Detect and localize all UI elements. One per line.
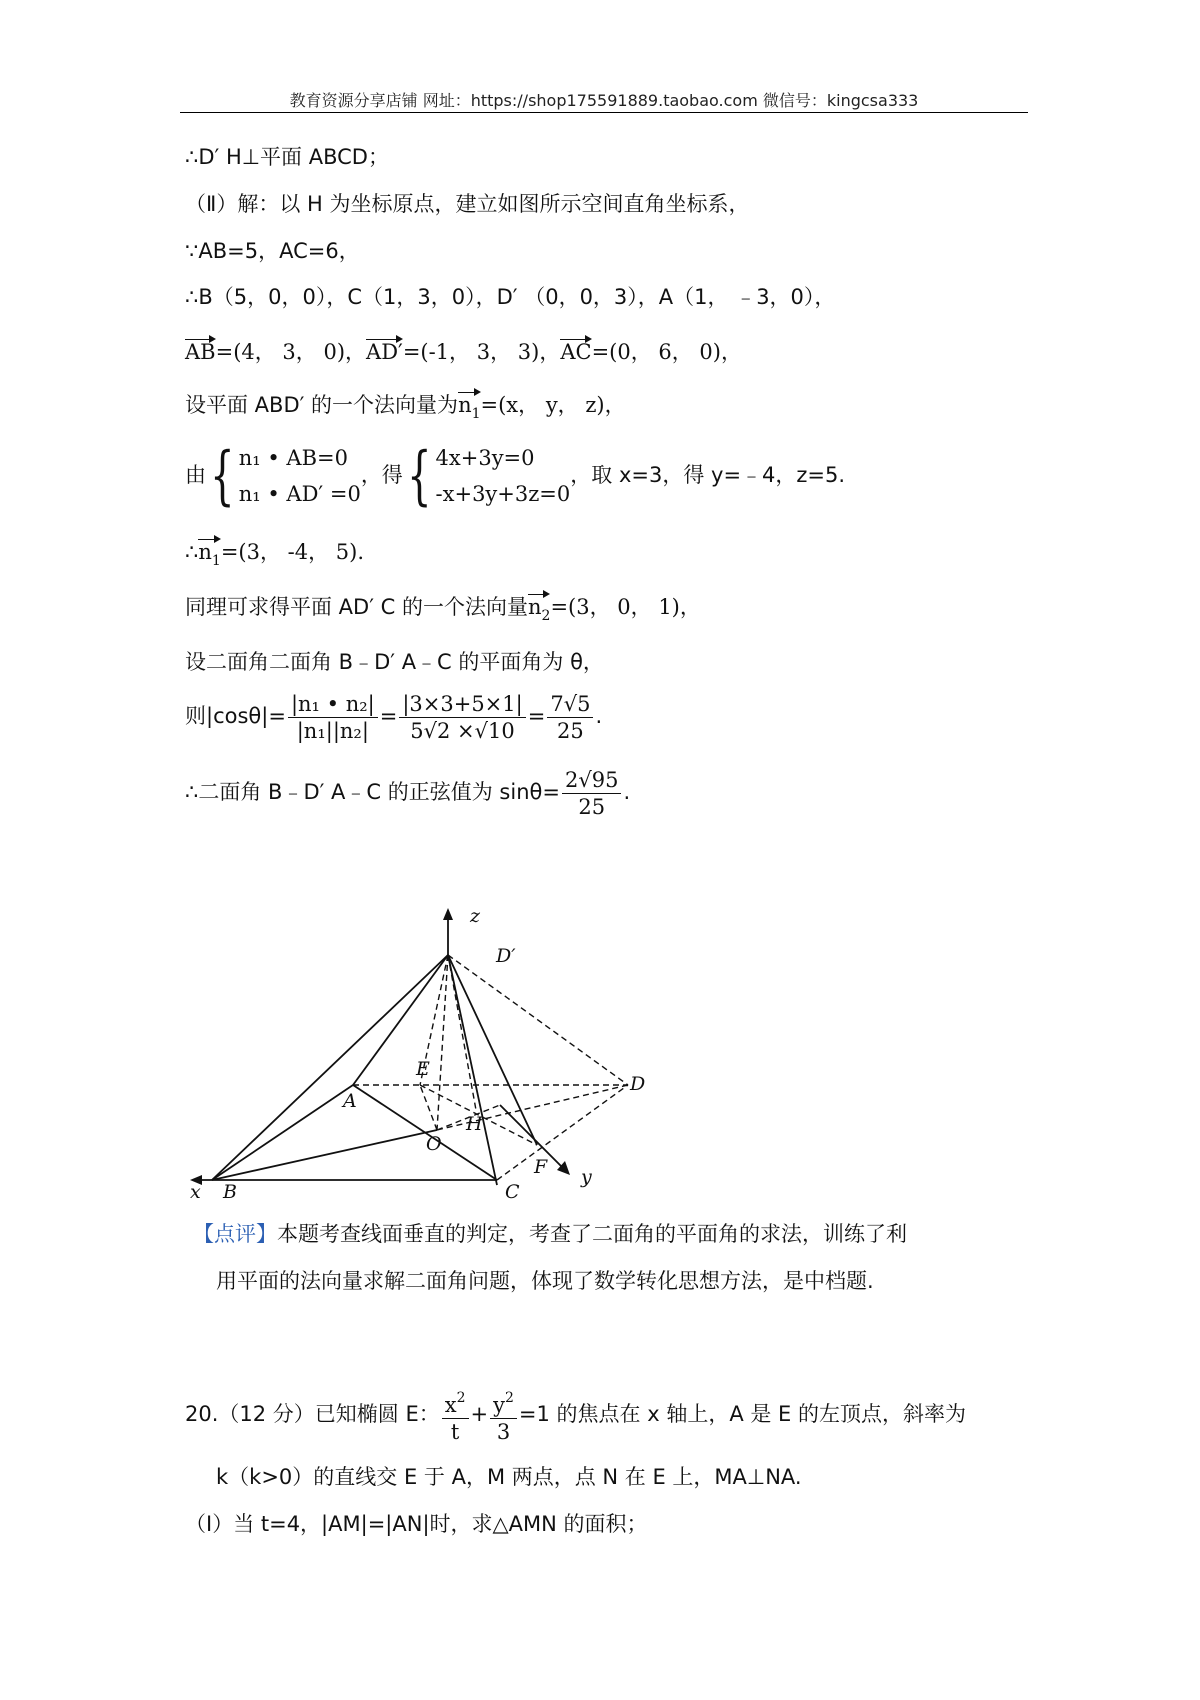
vector-ac: AC [560, 340, 592, 364]
edge-dprime-c [448, 955, 497, 1185]
label-h: H [466, 1113, 483, 1135]
edge-dprime-f [448, 955, 537, 1145]
n2-vector: $n_2$ [528, 593, 550, 630]
cos-intro: 则|cosθ|= [185, 704, 286, 728]
solution-line-3: ∵AB=5，AC=6， [185, 239, 360, 263]
system-mid: ，得 [360, 463, 403, 487]
label-z: z [470, 905, 481, 927]
ellipse-y-term: $\frac{y^2}{3}$ [490, 1385, 517, 1445]
label-x: x [190, 1181, 201, 1203]
dihedral-angle-line: 设二面角二面角 B﹣D′ A﹣C 的平面角为 θ， [185, 650, 604, 674]
page-header: 教育资源分享店铺 网址：https://shop175591889.taobao.com 微信号：kingcsa333 [289, 91, 919, 110]
sin-fraction: $\frac{2√95}{25}$ [562, 767, 621, 820]
dashed-dprime-d [448, 955, 628, 1085]
vector-ab: AB [185, 340, 216, 364]
edge-b-a [212, 1085, 353, 1180]
normal-vector-intro: 设平面 ABD′ 的一个法向量为 [185, 393, 459, 417]
label-c: C [505, 1181, 520, 1203]
system-intro: 由 [185, 463, 206, 487]
n1-result-line [185, 538, 364, 575]
cos-fraction-2: $\frac{|3\times 3+5\times 1|}{5√2 \times√10}$ [399, 691, 525, 744]
n2-value: =(3， 0， 1)， [550, 595, 701, 619]
edge-dprime-a [353, 955, 448, 1085]
cos-line: 则|cosθ|= $\frac{\text{|n₁ • n₂|}}{\text{|n₁||n₂|}}$ = $\frac{|3\times 3+5\times 1|}{5√2 \times√10}$ = $\frac{7√5}{25}$ . [185, 691, 603, 743]
vector-ac-value: =(0， 6， 0)， [591, 340, 742, 364]
normal-vector-n1-value: =(x， y， z)， [480, 393, 626, 417]
solution-line-1: ∴D′ H⊥平面 ABCD； [185, 145, 389, 169]
review-line-2: 用平面的法向量求解二面角问题，体现了数学转化思想方法，是中档题. [216, 1269, 874, 1293]
question-20-text: =1 的焦点在 x 轴上，A 是 E 的左顶点，斜率为 [518, 1402, 966, 1426]
review-line-1 [193, 1220, 907, 1248]
review-tag: 【点评】 [193, 1222, 277, 1246]
therefore-symbol: ∴ [185, 540, 199, 564]
header-rule [180, 112, 1028, 113]
label-o: O [426, 1133, 442, 1155]
solution-line-2: （Ⅱ）解：以 H 为坐标原点，建立如图所示空间直角坐标系， [185, 192, 750, 216]
vector-ad: AD′ [366, 340, 403, 364]
system-line: 由{ n₁ • AB=0 n₁ • AD′ =0 ，得{ 4x+3y=0 -x+3y+3z=0 ，取 x=3，得 y=﹣4，z=5. [185, 439, 846, 513]
cos-fraction-1: $\frac{\text{|n₁ • n₂|}}{\text{|n₁||n₂|}}$ [288, 691, 378, 744]
review-text-1: 本题考查线面垂直的判定，考查了二面角的平面角的求法，训练了利 [277, 1222, 907, 1246]
question-20-line-1: 20.（12 分）已知椭圆 E： $\frac{x^2}{t}$ + $\frac{y^2}{3}$ =1 的焦点在 x 轴上，A 是 E 的左顶点，斜率为 [185, 1384, 966, 1445]
sin-line: ∴二面角 B﹣D′ A﹣C 的正弦值为 sinθ= $\frac{2√95}{25}$ . [185, 767, 631, 819]
label-dprime: D′ [496, 945, 516, 967]
system-result: ，取 x=3，得 y=﹣4，z=5. [570, 463, 846, 487]
label-d: D [630, 1073, 646, 1095]
solution-line-4: ∴B（5，0，0），C（1，3，0），D′ （0，0，3），A（1， ﹣3，0）， [185, 285, 836, 309]
system-eq-1: n₁ • AB=0 [238, 446, 348, 470]
vector-coords-line [185, 338, 742, 366]
n2-intro: 同理可求得平面 AD′ C 的一个法向量 [185, 595, 528, 619]
edge-dprime-b [212, 955, 448, 1180]
sin-intro: ∴二面角 B﹣D′ A﹣C 的正弦值为 sinθ= [185, 780, 560, 804]
normal-vector-n1: $n_1$ [458, 391, 480, 428]
question-20-line-2: k（k>0）的直线交 E 于 A，M 两点，点 N 在 E 上，MA⊥NA. [216, 1465, 802, 1489]
label-f: F [534, 1156, 548, 1178]
system-eq-3: 4x+3y=0 [435, 446, 535, 470]
n1-result-value: =(3， -4， 5). [220, 540, 365, 564]
n2-line [185, 593, 701, 630]
label-b: B [223, 1181, 237, 1203]
label-a: A [343, 1090, 357, 1112]
edge-b-o [212, 1130, 437, 1180]
dashed-dprime-h [448, 955, 476, 1110]
vector-ab-value: =(4， 3， 0)， [215, 340, 367, 364]
dashed-dprime-o [437, 955, 448, 1130]
label-e: E [416, 1058, 430, 1080]
normal-vector-line [185, 391, 626, 428]
label-y: y [581, 1166, 592, 1188]
cos-fraction-3: $\frac{7√5}{25}$ [547, 691, 593, 744]
system-eq-2: n₁ • AD′ =0 [238, 482, 361, 506]
pyramid-diagram [170, 900, 646, 1203]
system-eq-4: -x+3y+3z=0 [435, 482, 571, 506]
question-20-intro: 20.（12 分）已知椭圆 E： [185, 1402, 440, 1426]
question-20-part-1: （Ⅰ）当 t=4，|AM|=|AN|时，求△AMN 的面积； [185, 1512, 648, 1536]
ellipse-x-term: $\frac{x^2}{t}$ [442, 1385, 469, 1445]
vector-ad-value: =(-1， 3， 3)， [402, 340, 561, 364]
n1-vector: $n_1$ [198, 538, 220, 575]
